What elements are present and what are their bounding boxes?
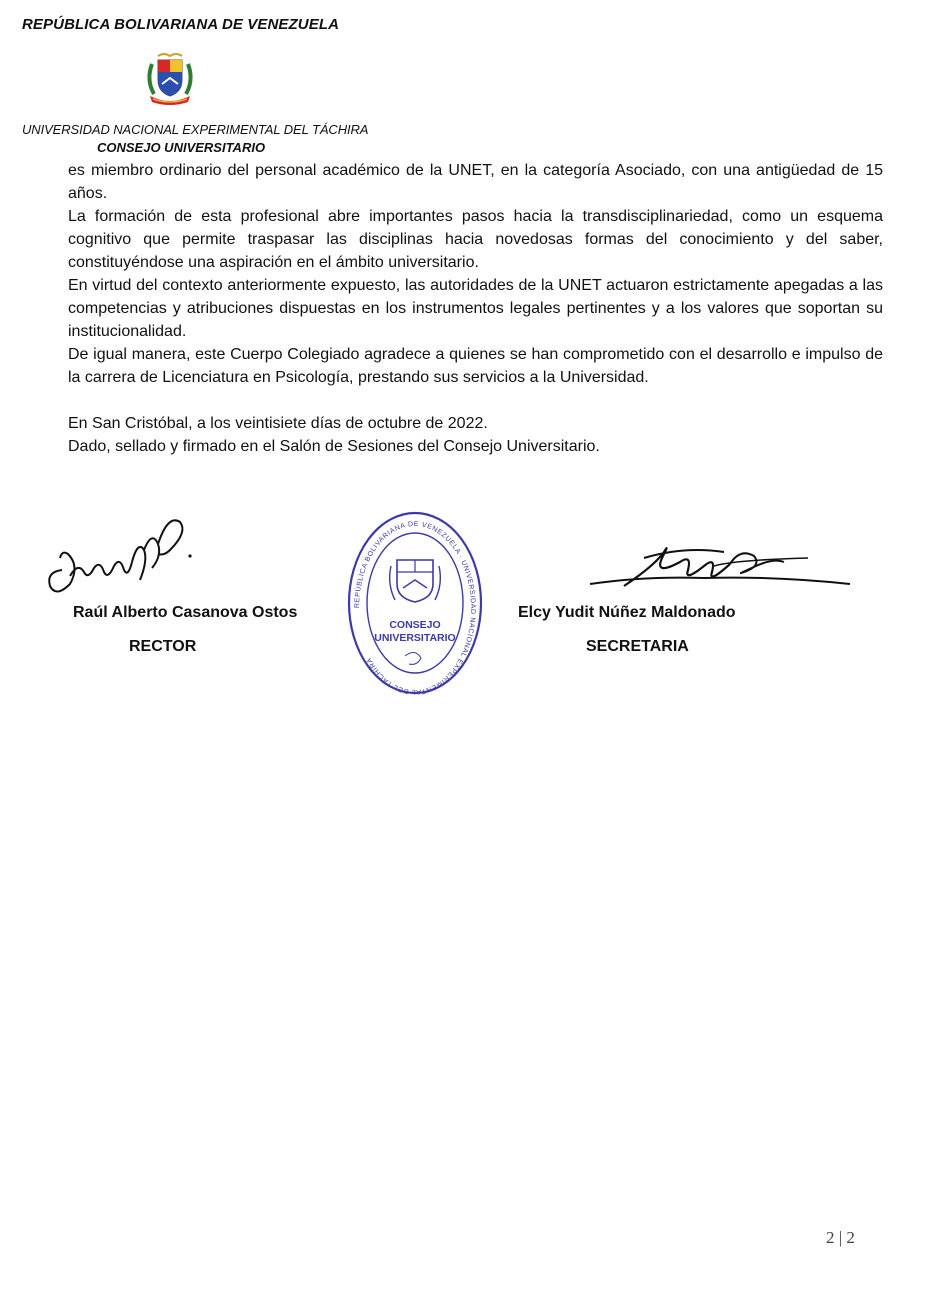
stamp-line2: UNIVERSITARIO [374,632,456,644]
header-council: CONSEJO UNIVERSITARIO [97,140,266,155]
rector-name: Raúl Alberto Casanova Ostos [73,604,298,621]
rector-signature [40,510,200,600]
secretary-signature [584,536,856,604]
council-seal-stamp [345,508,485,698]
paragraph: es miembro ordinario del personal académico de la UNET, en la categoría Asociado, con una antigüedad de 15 años. [68,162,883,202]
page-number: 2 | 2 [826,1228,855,1247]
closing-block [68,412,883,458]
given-statement: Dado, sellado y firmado en el Salón de Sesiones del Consejo Universitario. [68,438,600,455]
body-text [68,159,883,389]
secretary-name: Elcy Yudit Núñez Maldonado [518,604,736,621]
place-date: En San Cristóbal, a los veintisiete días de octubre de 2022. [68,415,488,432]
paragraph: De igual manera, este Cuerpo Colegiado agradece a quienes se han comprometido con el desarrollo e impulso de la carrera de Licenciatura en Psicología, prestando sus servicios a la Universidad. [68,346,883,386]
stamp-line1: CONSEJO [389,619,441,631]
venezuela-coat-of-arms-icon [144,50,196,106]
svg-text:REPÚBLICA BOLIVARIANA DE VENEZ [353,521,476,695]
paragraph: La formación de esta profesional abre importantes pasos hacia la transdisciplinariedad, como un esquema cognitivo que permite traspasar las disciplinas hacia novedosas formas del conocimiento y del saber, constituyéndose una aspiración en el ámbito universitario. [68,208,883,271]
rector-title: RECTOR [129,638,197,655]
paragraph: En virtud del contexto anteriormente expuesto, las autoridades de la UNET actuaron estrictamente apegadas a las competencias y atribuciones dispuestas en los instrumentos legales pertinentes y a los valores que soportan su institucionalidad. [68,277,883,340]
header-country: REPÚBLICA BOLIVARIANA DE VENEZUELA [22,16,340,33]
header-university: UNIVERSIDAD NACIONAL EXPERIMENTAL DEL TÁCHIRA [22,122,369,137]
stamp-outer-text: REPÚBLICA BOLIVARIANA DE VENEZUELA · UNIVERSIDAD NACIONAL EXPERIMENTAL DEL TÁCHIRA [353,520,477,696]
secretary-title: SECRETARIA [586,638,689,655]
